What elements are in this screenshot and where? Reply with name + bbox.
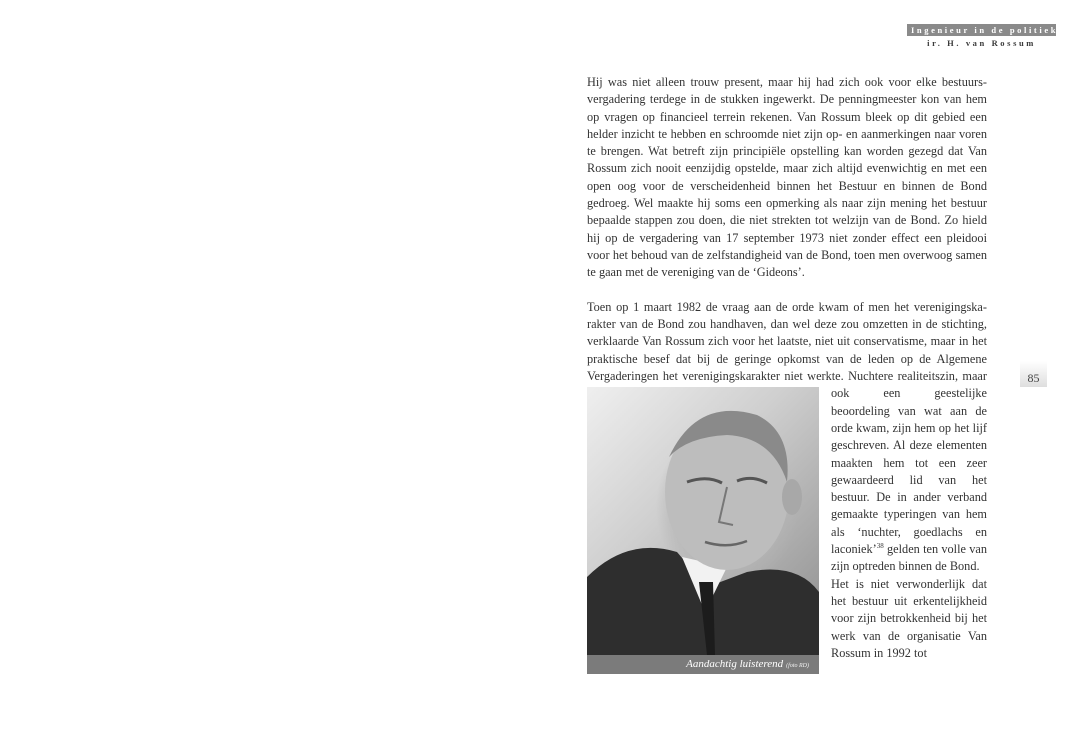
- portrait-photo: [587, 387, 819, 655]
- paragraph-2: [587, 299, 987, 671]
- page-number: 85: [1020, 361, 1047, 387]
- paragraph-1: Hij was niet alleen trouw present, maar hij had zich ook voor elke bestuursvergadering terdege in de stukken ingewerkt. De penningmeester kon van hem op vragen op financieel terrein rekenen. Van Rossum bleek op dit gebied een helder inzicht te hebben en schroomde niet zijn op- en aanmerkingen naar voren te brengen. Wat betreft zijn principiële opstelling kan worden gezegd dat Van Rossum zich nooit eenzijdig opstelde, maar zich altijd evenwichtig en met een open oog voor de verscheidenheid binnen het Bestuur en binnen de Bond gedroeg. Wel maakte hij soms een opmerking als naar zijn mening het bestuur bepaalde stappen zou doen, die niet strekten tot welzijn van de Bond. Zo hield hij op de vergadering van 17 september 1973 niet zonder effect een pleidooi voor het behoud van de zelfstandigheid van de Bond, toen men overwoog samen te gaan met de vereniging van de ‘Gideons’.: [587, 75, 987, 280]
- body-text: [587, 74, 987, 678]
- paragraph-3: Het is niet verwonderlijk dat het bestuur uit erkentelijkheid voor zijn betrokkenheid bij het werk van de organisatie Van Rossum in 1992 tot: [831, 576, 987, 660]
- portrait-illustration: [587, 387, 819, 655]
- chapter-author: ir. H. van Rossum: [927, 38, 1036, 48]
- paragraph-2-start: Toen op 1 maart 1982 de vraag aan de orde kwam of men het verenigingskarakter van de Bond zou handhaven, dan wel deze zou omzetten in de stichting, verklaarde Van Rossum zich voor het laatste, niet uit conservatisme, maar in het praktische besef dat bij de geringe opkomst van de leden op de Algemene Vergaderingen het verenigingskarakter niet werkte. Nuchtere realiteitszin, maar ook een geestelijke beoordeling van wat aan de orde kwam, zijn hem op het lijf geschreven. Al deze elementen maakten hem tot een zeer gewaardeerd lid van het bestuur. De in ander verband gemaakte typeringen van hem als ‘nuchter, goedlachs en laconiek’: [587, 299, 987, 557]
- running-header: [907, 24, 1059, 48]
- figure-caption: [587, 655, 819, 674]
- footnote-ref: 38: [876, 541, 884, 550]
- chapter-title: Ingenieur in de politiek: [907, 24, 1056, 36]
- paragraph-2-end: gelden ten volle van zijn optreden binnen de Bond.: [831, 542, 987, 574]
- photo-credit: (foto RD): [786, 663, 809, 670]
- portrait-figure: [587, 387, 819, 674]
- caption-text: Aandachtig luisterend: [686, 658, 784, 671]
